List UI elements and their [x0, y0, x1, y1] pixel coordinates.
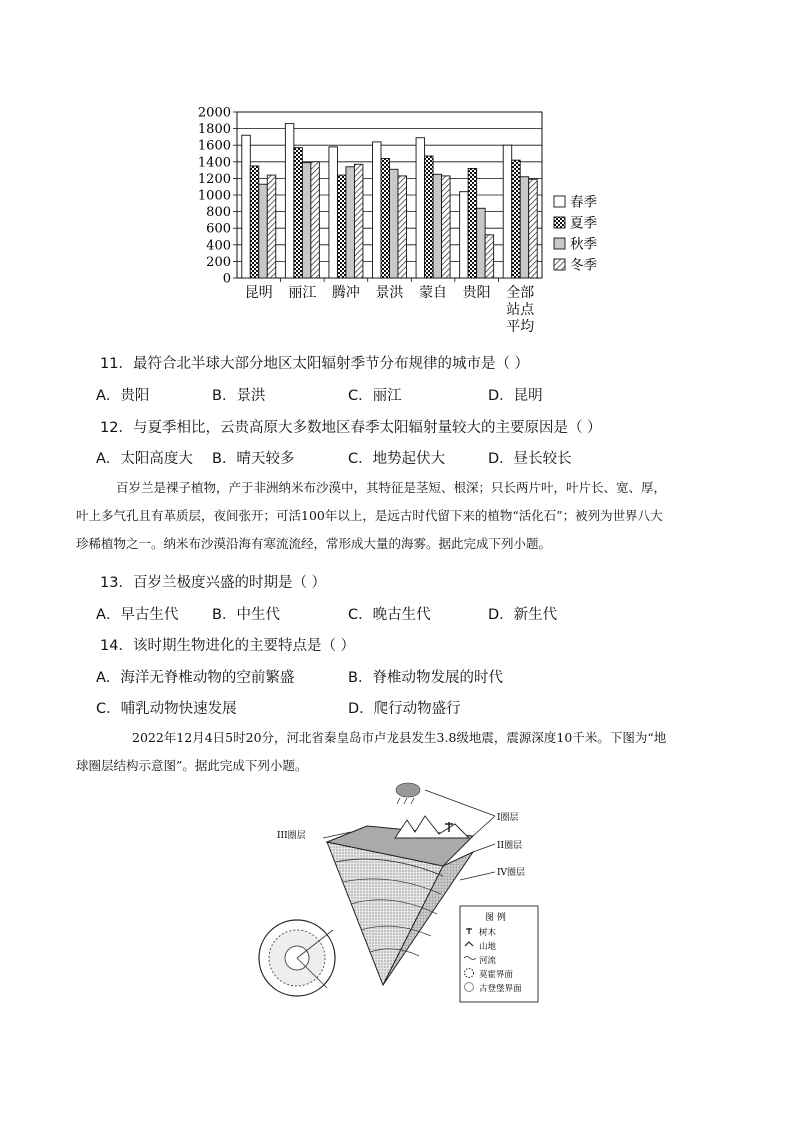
bar-春季-蒙自	[416, 138, 425, 278]
question-11-option-a[interactable]: A．贵阳	[96, 388, 150, 404]
passage-line: 珍稀植物之一。纳米布沙漠沿海有寒流流经，常形成大量的海雾。据此完成下列小题。	[76, 536, 552, 551]
layer-2-label: II圈层	[497, 841, 523, 851]
bar-夏季-贵阳	[468, 168, 477, 278]
bar-夏季-全部站点平均	[512, 160, 521, 278]
layer-4-label: IV圈层	[497, 868, 526, 878]
y-tick-label: 200	[206, 254, 231, 270]
legend-swatch	[554, 238, 565, 249]
question-12-option-b[interactable]: B．晴天较多	[212, 451, 295, 467]
passage-line: 2022年12月4日5时20分，河北省秦皇岛市卢龙县发生3.8级地震，震源深度10千米。下图为“地	[132, 730, 667, 745]
legend-item: 山地	[479, 942, 497, 952]
question-14-option-b[interactable]: B．脊椎动物发展的时代	[348, 670, 503, 686]
legend-label: 春季	[570, 194, 597, 211]
question-11-option-b[interactable]: B．景洪	[212, 388, 266, 404]
passage-line: 百岁兰是裸子植物，产于非洲纳米布沙漠中，其特征是茎短、根深；只长两片叶，叶片长、宽、厚，	[116, 480, 667, 495]
earth-layers-diagram	[255, 780, 555, 1010]
passage-line: 叶上多气孔且有革质层，夜间张开；可活100年以上，是远古时代留下来的植物“活化石”；被列为世界八大	[76, 508, 663, 523]
y-tick-label: 1200	[197, 171, 231, 187]
passage-welwitschia	[76, 474, 726, 558]
question-11-stem: 11．最符合北半球大部分地区太阳辐射季节分布规律的城市是（ ）	[100, 356, 530, 372]
bar-春季-贵阳	[460, 192, 469, 278]
question-12-stem: 12．与夏季相比，云贵高原大多数地区春季太阳辐射量较大的主要原因是（ ）	[100, 420, 602, 436]
earth-wedge	[327, 816, 473, 985]
y-tick-label: 1000	[197, 188, 231, 204]
bar-冬季-昆明	[267, 175, 276, 278]
bar-春季-全部站点平均	[503, 145, 512, 278]
y-tick-label: 1600	[197, 138, 231, 154]
y-tick-label: 600	[206, 221, 231, 237]
globe-cross-section	[259, 920, 335, 996]
legend-swatch	[554, 259, 565, 270]
bar-秋季-丽江	[302, 163, 311, 278]
bar-冬季-蒙自	[442, 176, 451, 278]
y-tick-label: 1800	[197, 122, 231, 138]
legend-item: 河流	[479, 956, 497, 966]
x-category-label: 蒙自	[419, 285, 448, 301]
bar-夏季-蒙自	[425, 156, 434, 278]
bar-冬季-丽江	[311, 162, 320, 278]
legend-title: 图 例	[485, 913, 506, 923]
bar-春季-丽江	[285, 124, 294, 278]
bar-春季-景洪	[373, 142, 382, 278]
bar-秋季-全部站点平均	[520, 177, 529, 278]
bar-冬季-腾冲	[354, 164, 363, 278]
y-tick-label: 2000	[197, 105, 231, 121]
question-11-option-d[interactable]: D．昆明	[488, 388, 543, 404]
x-category-label: 丽江	[288, 285, 317, 301]
x-category-label: 平均	[506, 319, 535, 335]
bar-秋季-蒙自	[433, 174, 442, 278]
legend-swatch	[554, 217, 565, 228]
passage-earthquake	[76, 724, 726, 780]
legend-item: 古登堡界面	[479, 984, 522, 994]
bar-夏季-景洪	[381, 158, 390, 278]
bar-春季-昆明	[242, 135, 251, 278]
cloud-rain-icon	[396, 783, 420, 804]
y-tick-label: 800	[206, 205, 231, 221]
y-tick-label: 0	[222, 271, 231, 287]
bar-春季-腾冲	[329, 147, 338, 278]
question-13-stem: 13．百岁兰极度兴盛的时期是（ ）	[100, 575, 327, 591]
question-13-option-c[interactable]: C．晚古生代	[348, 607, 431, 623]
x-category-label: 贵阳	[462, 285, 491, 301]
question-14-stem: 14．该时期生物进化的主要特点是（ ）	[100, 638, 356, 654]
question-13-option-d[interactable]: D．新生代	[488, 607, 558, 623]
solar-radiation-bar-chart	[180, 102, 620, 342]
bar-冬季-贵阳	[485, 235, 494, 278]
legend-swatch	[554, 196, 565, 207]
layer-3-label: III圈层	[277, 831, 306, 841]
question-13-option-b[interactable]: B．中生代	[212, 607, 280, 623]
bar-夏季-丽江	[294, 148, 303, 278]
layer-1-label: I圈层	[497, 813, 519, 823]
legend-item: 树木	[479, 928, 497, 938]
question-14-option-c[interactable]: C．哺乳动物快速发展	[96, 701, 237, 717]
x-category-label: 站点	[506, 302, 535, 318]
passage-line: 球圈层结构示意图”。据此完成下列小题。	[76, 758, 308, 773]
y-tick-label: 1400	[197, 155, 231, 171]
x-category-label: 全部	[506, 285, 535, 301]
diagram-legend	[460, 906, 538, 1002]
question-13-option-a[interactable]: A．早古生代	[96, 607, 179, 623]
question-12-option-d[interactable]: D．昼长较长	[488, 451, 572, 467]
legend-label: 秋季	[570, 236, 597, 253]
x-category-label: 景洪	[375, 285, 404, 301]
legend-item: 莫霍界面	[479, 970, 514, 980]
legend-label: 冬季	[570, 257, 597, 274]
bar-秋季-腾冲	[346, 167, 355, 278]
question-14-option-d[interactable]: D．爬行动物盛行	[348, 701, 461, 717]
bar-秋季-贵阳	[477, 208, 486, 278]
question-11-option-c[interactable]: C．丽江	[348, 388, 402, 404]
bar-夏季-腾冲	[337, 175, 346, 278]
question-12-option-c[interactable]: C．地势起伏大	[348, 451, 446, 467]
question-14-option-a[interactable]: A．海洋无脊椎动物的空前繁盛	[96, 670, 295, 686]
bar-秋季-景洪	[390, 169, 399, 278]
question-12-option-a[interactable]: A．太阳高度大	[96, 451, 193, 467]
legend-label: 夏季	[570, 215, 597, 232]
y-tick-label: 400	[206, 238, 231, 254]
x-category-label: 昆明	[244, 285, 273, 301]
bar-秋季-昆明	[259, 184, 268, 278]
bar-夏季-昆明	[250, 166, 259, 278]
bar-冬季-景洪	[398, 176, 407, 278]
x-category-label: 腾冲	[331, 285, 360, 301]
bar-冬季-全部站点平均	[529, 179, 538, 278]
